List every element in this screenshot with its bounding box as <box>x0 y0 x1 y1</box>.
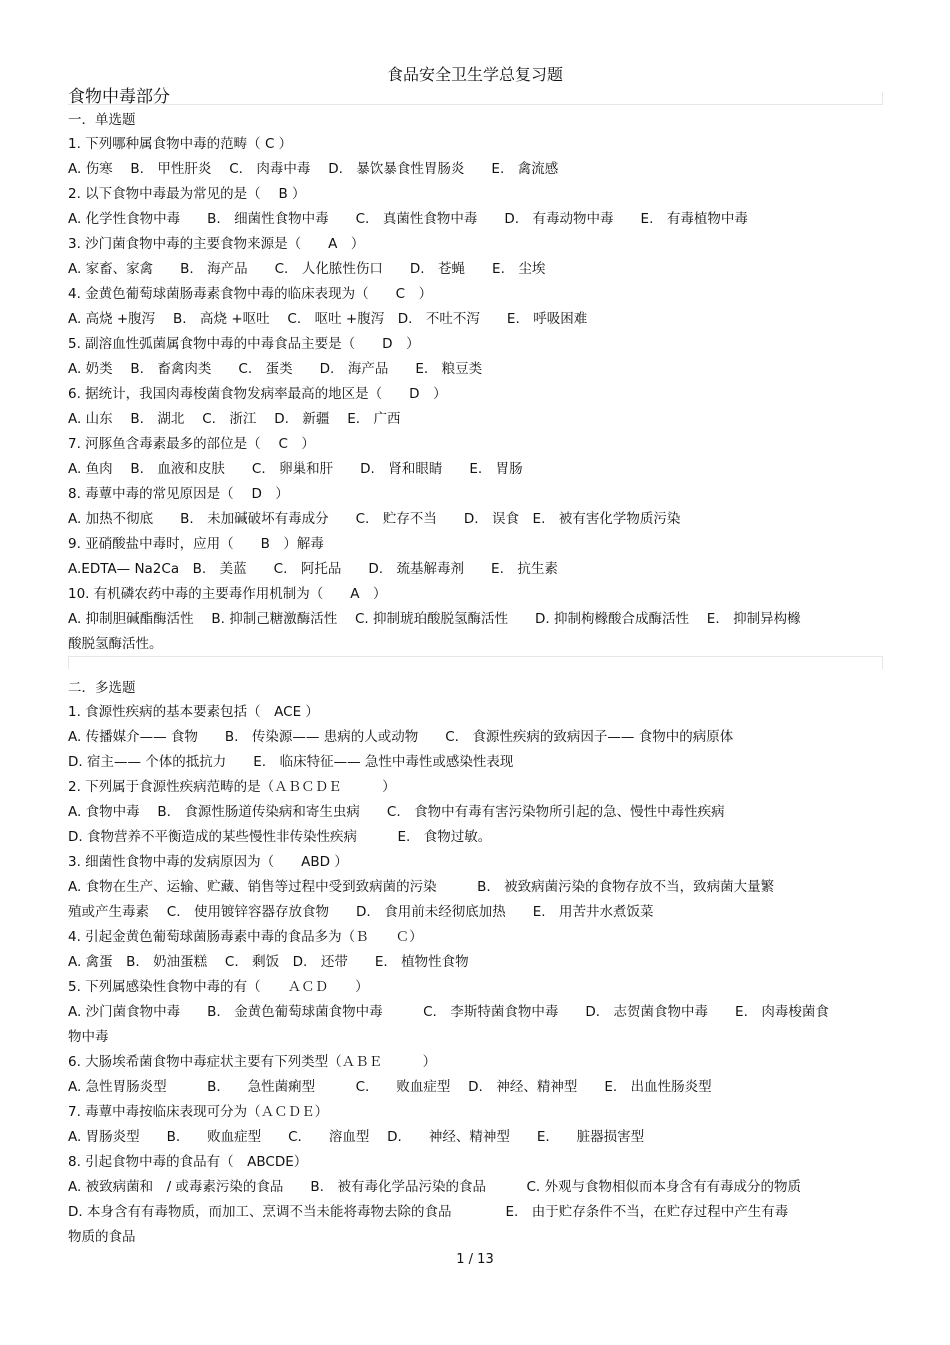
document-title: 食品安全卫生学总复习题 <box>386 65 563 84</box>
question-line: 3. 沙门菌食物中毒的主要食物来源是（ A ） <box>68 236 365 252</box>
options-line: A. 山东 B. 湖北 C. 浙江 D. 新疆 E. 广西 <box>68 411 401 427</box>
options-line: A.EDTA— Na2Ca B. 美蓝 C. 阿托品 D. 巯基解毒剂 E. 抗生素 <box>68 561 558 577</box>
options-line: D. 宿主—— 个体的抵抗力 E. 临床特征—— 急性中毒性或感染性表现 <box>68 754 514 770</box>
options-line-continued: 物质的食品 <box>68 1229 136 1245</box>
question-line: 9. 亚硝酸盐中毒时，应用（ B ）解毒 <box>68 536 324 552</box>
question-line: 6. 据统计，我国肉毒梭菌食物发病率最高的地区是（ D ） <box>68 386 447 402</box>
options-line: D. 食物营养不平衡造成的某些慢性非传染性疾病 E. 食物过敏。 <box>68 829 492 845</box>
page-number: 1 / 13 <box>456 1252 494 1267</box>
part2-heading: 二．多选题 <box>68 680 136 696</box>
options-line: A. 鱼肉 B. 血液和皮肤 C. 卵巢和肝 D. 肾和眼睛 E. 胃肠 <box>68 461 523 477</box>
options-line: A. 伤寒 B. 甲性肝炎 C. 肉毒中毒 D. 暴饮暴食性胃肠炎 E. 禽流感 <box>68 161 559 177</box>
question-line: 4. 金黄色葡萄球菌肠毒素食物中毒的临床表现为（ C ） <box>68 286 433 302</box>
question-line: 7. 毒蕈中毒按临床表现可分为（ＡＣＤＥ） <box>68 1104 329 1120</box>
divider-tick-left <box>68 657 69 669</box>
header-rule-tick <box>882 92 883 104</box>
options-line: A. 被致病菌和 / 或毒素污染的食品 B. 被有毒化学品污染的食品 C. 外观与食物相似而本身含有有毒成分的物质 <box>68 1179 801 1195</box>
question-line: 1. 食源性疾病的基本要素包括（ ACE ） <box>68 704 319 720</box>
options-line: A. 传播媒介—— 食物 B. 传染源—— 患病的人或动物 C. 食源性疾病的致病因子—— 食物中的病原体 <box>68 729 734 745</box>
question-line: 4. 引起金黄色葡萄球菌肠毒素中毒的食品多为（Ｂ Ｃ） <box>68 929 423 945</box>
options-line: A. 家畜、家禽 B. 海产品 C. 人化脓性伤口 D. 苍蝇 E. 尘埃 <box>68 261 546 277</box>
question-line: 8. 毒蕈中毒的常见原因是（ D ） <box>68 486 289 502</box>
options-line: A. 抑制胆碱酯酶活性 B. 抑制己糖激酶活性 C. 抑制琥珀酸脱氢酶活性 D. 抑制枸橼酸合成酶活性 E. 抑制异构橼 <box>68 611 801 627</box>
header-rule <box>68 104 883 105</box>
question-line: 10. 有机磷农药中毒的主要毒作用机制为（ A ） <box>68 586 387 602</box>
question-line: 7. 河豚鱼含毒素最多的部位是（ C ） <box>68 436 315 452</box>
options-line-continued: 物中毒 <box>68 1029 109 1045</box>
question-line: 8. 引起食物中毒的食品有（ ABCDE） <box>68 1154 308 1170</box>
options-line: D. 本身含有有毒物质，而加工、烹调不当未能将毒物去除的食品 E. 由于贮存条件不当，在贮存过程中产生有毒 <box>68 1204 789 1220</box>
options-line-continued: 酸脱氢酶活性。 <box>68 636 163 652</box>
question-line: 2. 以下食物中毒最为常见的是（ B ） <box>68 186 306 202</box>
options-line: A. 禽蛋 B. 奶油蛋糕 C. 剩饭 D. 还带 E. 植物性食物 <box>68 954 469 970</box>
divider-tick-right <box>882 657 883 669</box>
options-line: A. 高烧 +腹泻 B. 高烧 +呕吐 C. 呕吐 +腹泻 D. 不吐不泻 E. 呼吸困难 <box>68 311 588 327</box>
question-line: 5. 副溶血性弧菌属食物中毒的中毒食品主要是（ D ） <box>68 336 420 352</box>
question-line: 5. 下列属感染性食物中毒的有（ ＡＣＤ ） <box>68 979 369 995</box>
section-divider <box>68 656 883 657</box>
options-line: A. 急性胃肠炎型 B. 急性菌痢型 C. 败血症型 D. 神经、精神型 E. 出血性肠炎型 <box>68 1079 712 1095</box>
options-line: A. 加热不彻底 B. 未加碱破坏有毒成分 C. 贮存不当 D. 误食 E. 被有害化学物质污染 <box>68 511 681 527</box>
options-line: A. 沙门菌食物中毒 B. 金黄色葡萄球菌食物中毒 C. 李斯特菌食物中毒 D. 志贺菌食物中毒 E. 肉毒梭菌食 <box>68 1004 829 1020</box>
question-line: 1. 下列哪种属食物中毒的范畴（ C ） <box>68 136 293 152</box>
options-line: A. 奶类 B. 畜禽肉类 C. 蛋类 D. 海产品 E. 粮豆类 <box>68 361 483 377</box>
question-line: 6. 大肠埃希菌食物中毒症状主要有下列类型（ＡＢＥ ） <box>68 1054 437 1070</box>
options-line: A. 化学性食物中毒 B. 细菌性食物中毒 C. 真菌性食物中毒 D. 有毒动物中毒 E. 有毒植物中毒 <box>68 211 748 227</box>
options-line: 殖或产生毒素 C. 使用镀锌容器存放食物 D. 食用前未经彻底加热 E. 用苦井水煮饭菜 <box>68 904 654 920</box>
question-line: 2. 下列属于食源性疾病范畴的是（ＡＢＣＤＥ ） <box>68 779 396 795</box>
options-line: A. 食物中毒 B. 食源性肠道传染病和寄生虫病 C. 食物中有毒有害污染物所引起的急、慢性中毒性疾病 <box>68 804 725 820</box>
options-line: A. 胃肠炎型 B. 败血症型 C. 溶血型 D. 神经、精神型 E. 脏器损害型 <box>68 1129 645 1145</box>
part1-heading: 一．单选题 <box>68 112 136 128</box>
question-line: 3. 细菌性食物中毒的发病原因为（ ABD ） <box>68 854 348 870</box>
section-heading: 食物中毒部分 <box>68 87 170 107</box>
options-line: A. 食物在生产、运输、贮藏、销售等过程中受到致病菌的污染 B. 被致病菌污染的食物存放不当，致病菌大量繁 <box>68 879 775 895</box>
